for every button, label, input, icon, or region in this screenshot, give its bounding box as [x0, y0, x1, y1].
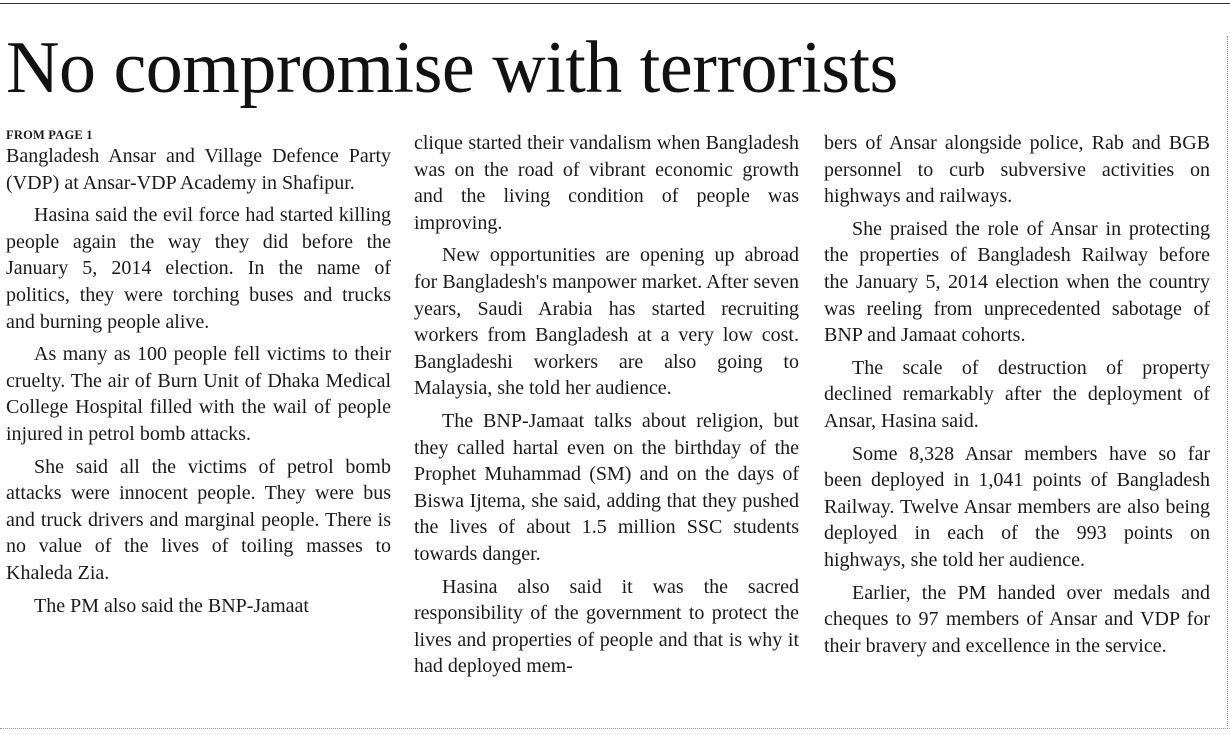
- page-edge-rule: [1227, 36, 1228, 726]
- paragraph: Hasina said the evil force had started killing people again the way they did before the January 5, 2014 election. In the name of politics, they were torching buses and trucks and burning people alive.: [6, 204, 391, 333]
- paragraph: She said all the victims of petrol bomb attacks were innocent people. They were bus and truck drivers and marginal people. There is no value of the lives of toiling masses to Khaleda Zia.: [6, 455, 391, 584]
- headline: No compromise with terrorists: [6, 27, 898, 109]
- paragraph: New opportunities are opening up abroad for Bangladesh's manpower market. After seven years, Saudi Arabia has started recruiting workers from Bangladesh at a very low cost. Bangladeshi workers are also going to Malaysia, she told her audience.: [414, 244, 799, 400]
- paragraph: Earlier, the PM handed over medals and cheques to 97 members of Ansar and VDP for their bravery and excellence in the service.: [824, 581, 1210, 657]
- paragraph: Hasina also said it was the sacred responsibility of the government to protect the lives and properties of people and that is why it had deployed mem-: [414, 575, 799, 678]
- paragraph: She praised the role of Ansar in protecting the properties of Bangladesh Railway before the January 5, 2014 election when the country was reeling from unprecedented sabotage of BNP and Jamaat cohorts.: [824, 217, 1210, 347]
- kicker-from-page: FROM PAGE 1: [6, 128, 93, 142]
- bottom-rule: [0, 728, 1230, 729]
- paragraph: As many as 100 people fell victims to their cruelty. The air of Burn Unit of Dhaka Medical College Hospital filled with the wail of people injured in petrol bomb attacks.: [6, 343, 391, 445]
- paragraph: The scale of destruction of property declined remarkably after the deployment of Ansar, Hasina said.: [824, 356, 1210, 432]
- paragraph: The BNP-Jamaat talks about religion, but they called hartal even on the birthday of the Prophet Muhammad (SM) and on the days of Biswa Ijtema, she said, adding that they pushed the lives of about 1.5 million SSC students towards danger.: [414, 409, 799, 565]
- paragraph: bers of Ansar alongside police, Rab and BGB personnel to curb subversive activities on highways and railways.: [824, 132, 1210, 208]
- article-column-2: [414, 130, 799, 686]
- top-rule: [0, 3, 1230, 4]
- paragraph: Some 8,328 Ansar members have so far been deployed in 1,041 points of Bangladesh Railway. Twelve Ansar members are also being deployed in each of the 993 points on highways, she told her audience.: [824, 442, 1210, 571]
- paragraph: The PM also said the BNP-Jamaat: [34, 594, 309, 617]
- paragraph: clique started their vandalism when Bangladesh was on the road of vibrant economic growth and the living condition of people was improving.: [414, 132, 799, 234]
- article-column-1: [6, 128, 391, 625]
- article-column-3: [824, 130, 1210, 665]
- paragraph: Bangladesh Ansar and Village Defence Party (VDP) at Ansar-VDP Academy in Shafipur.: [6, 145, 391, 194]
